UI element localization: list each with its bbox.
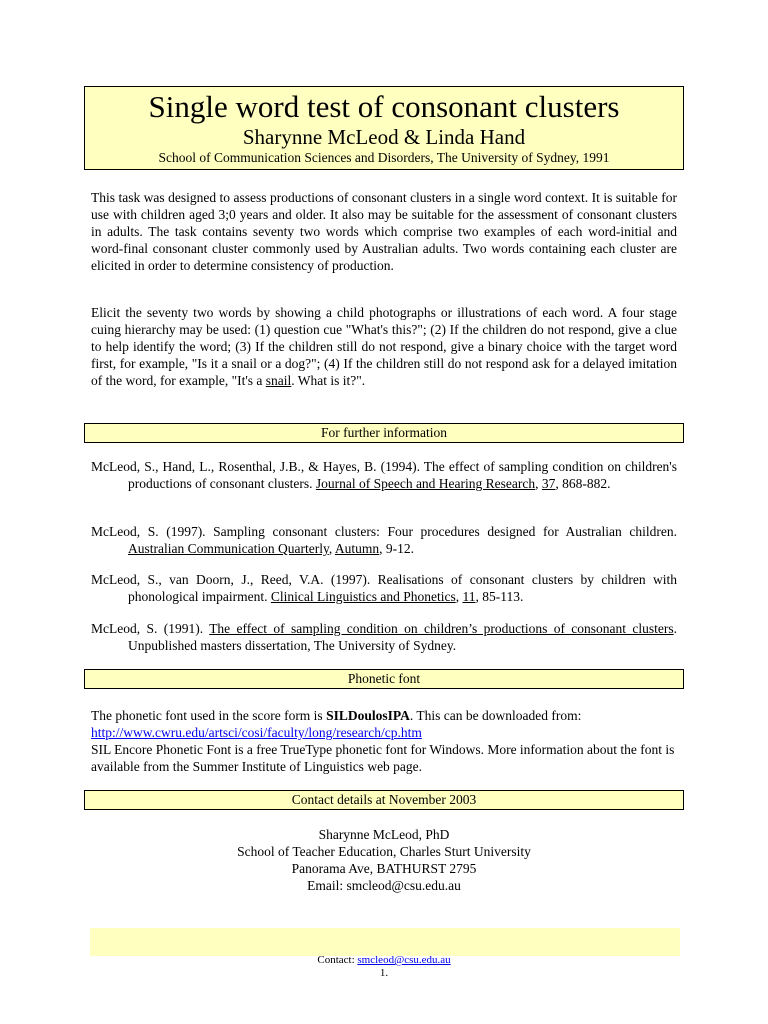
section-header-further-info: For further information [84,423,684,443]
page-number: 1. [379,967,389,979]
intro-paragraph-1: This task was designed to assess productions of consonant clusters in a single word context. It is suitable for use with children aged 3;0 years and older. It also may be suitable for the assessment of consonant clusters in adults. The task contains seventy two words which comprise two examples of each word-initial and word-final consonant cluster commonly used by Australian adults. Two words containing each cluster are elicited in order to determine consistency of production. [91,190,677,273]
contact-dept: School of Teacher Education, Charles Sturt University [237,844,531,859]
contact-details [84,826,684,894]
reference-item: McLeod, S., van Doorn, J., Reed, V.A. (1997). Realisations of consonant clusters by children with phonological impairment. Clinical Linguistics and Phonetics, 11, 85-113. [91,572,677,604]
contact-email: Email: smcleod@csu.edu.au [307,878,461,893]
section-header-contact: Contact details at November 2003 [84,790,684,810]
contact-address: Panorama Ave, BATHURST 2795 [291,861,477,876]
font-name: SILDoulosIPA [326,708,410,723]
reference-item: McLeod, S., Hand, L., Rosenthal, J.B., & Hayes, B. (1994). The effect of sampling condition on children's productions of consonant clusters. Journal of Speech and Hearing Research, 37, 868-882. [91,459,677,491]
intro-paragraph-2: Elicit the seventy two words by showing a child photographs or illustrations of each word. A four stage cuing hierarchy may be used: (1) question cue "What's this?"; (2) If the children do not respond, give a clue to help identify the word; (3) If the children still do not respond, give a binary choice with the target word first, for example, "Is it a snail or a dog?"; (4) If the children still do not respond ask for a delayed imitation of the word, for example, "It's a snail. What is it?". [91,305,677,388]
document-authors: Sharynne McLeod & Linda Hand [242,125,526,149]
footer-contact: Contact: smcleod@csu.edu.au [317,954,451,966]
download-link[interactable]: http://www.cwru.edu/artsci/cosi/faculty/long/research/cp.htm [91,725,422,740]
section-header-phonetic-font: Phonetic font [84,669,684,689]
reference-item: McLeod, S. (1991). The effect of sampling condition on children’s productions of consonant clusters. Unpublished masters dissertation, The University of Sydney. [91,621,677,653]
title-box [84,86,684,170]
document-title: Single word test of consonant clusters [148,89,620,124]
document-affiliation: School of Communication Sciences and Disorders, The University of Sydney, 1991 [158,150,610,165]
phonetic-font-info: The phonetic font used in the score form is SILDoulosIPA. This can be downloaded from: http://www.cwru.edu/artsci/cosi/faculty/long/research/cp.htm SIL Encore Phonetic Font is a free TrueType phonetic font for Windows. More information about the font is available from the Summer Institute of Linguistics web page. [91,708,675,774]
footer-band [90,928,680,956]
footer-email-link[interactable]: smcleod@csu.edu.au [357,954,451,966]
reference-item: McLeod, S. (1997). Sampling consonant clusters: Four procedures designed for Australian children. Australian Communication Quarterly, Autumn, 9-12. [91,524,677,556]
contact-name: Sharynne McLeod, PhD [318,827,450,842]
